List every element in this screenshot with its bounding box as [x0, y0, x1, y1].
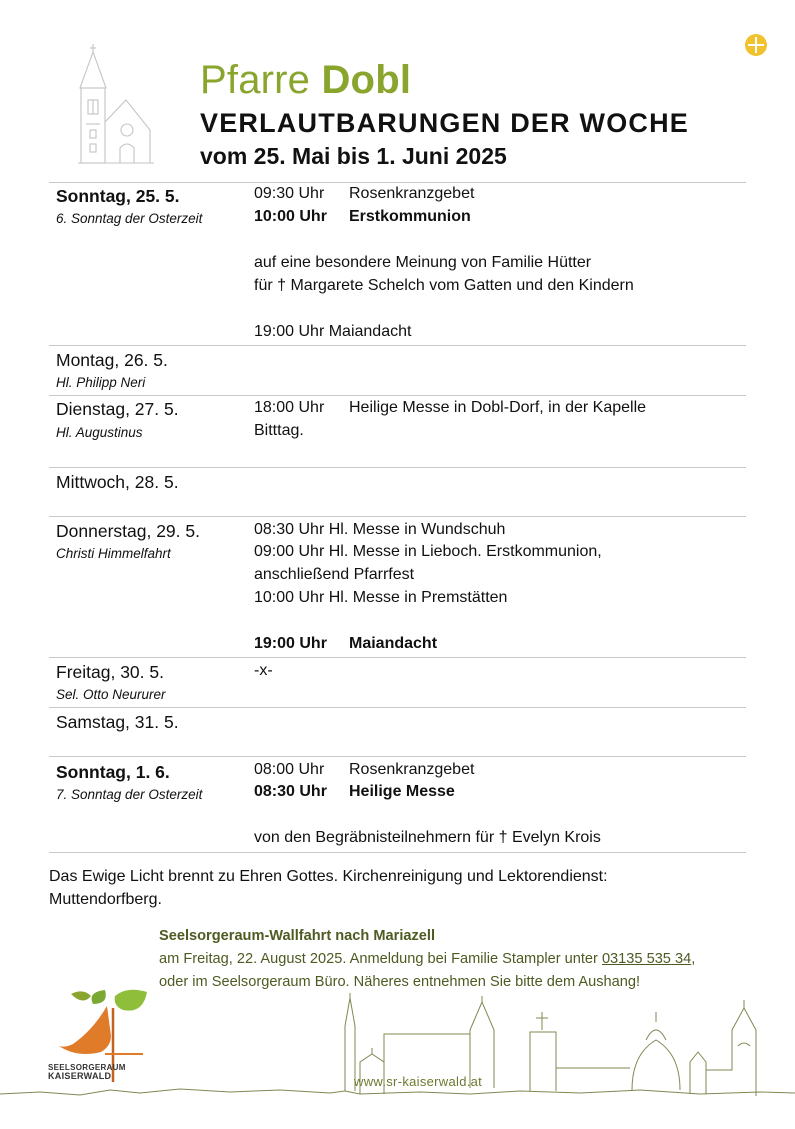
day-label: Sonntag, 1. 6. — [56, 762, 170, 782]
day-label: Dienstag, 27. 5. — [56, 399, 179, 419]
schedule-line: 09:30 Uhr Rosenkranzgebet — [254, 185, 475, 202]
day-label: Freitag, 30. 5. — [56, 662, 164, 682]
logo-text: SEELSORGERAUM — [48, 1063, 126, 1072]
event-line: oder im Seelsorgeraum Büro. Näheres entnehmen Sie bitte dem Aushang! — [159, 974, 641, 990]
schedule-line: anschließend Pfarrfest — [254, 566, 415, 583]
website-link[interactable]: www.sr-kaiserwald.at — [354, 1074, 483, 1089]
weekly-note: Das Ewige Licht brennt zu Ehren Gottes. Kirchenreinigung und Lektorendienst: Muttendorfberg. — [49, 868, 608, 908]
schedule-line: für † Margarete Schelch vom Gatten und den Kindern — [254, 277, 634, 294]
divider — [49, 182, 746, 183]
schedule-line: 10:00 Uhr Erstkommunion — [254, 208, 471, 225]
day-label: Donnerstag, 29. 5. — [56, 521, 200, 541]
schedule-line: 19:00 Uhr Maiandacht — [254, 323, 412, 340]
diocese-cross-icon — [745, 34, 767, 61]
logo-text: KAISERWALD — [48, 1071, 112, 1081]
divider — [49, 345, 746, 346]
schedule-line: Bitttag. — [254, 422, 304, 439]
day-label: Samstag, 31. 5. — [56, 712, 179, 732]
schedule-line: 08:00 Uhr Rosenkranzgebet — [254, 761, 475, 778]
day-feast: Christi Himmelfahrt — [56, 546, 171, 561]
pilgrimage-notice — [159, 925, 759, 994]
event-line: am Freitag, 22. August 2025. Anmeldung bei Familie Stampler unter 03135 535 34, — [159, 951, 696, 967]
phone-link[interactable]: 03135 535 34 — [601, 951, 692, 967]
day-label: Montag, 26. 5. — [56, 350, 168, 370]
day-feast: 6. Sonntag der Osterzeit — [56, 211, 203, 226]
day-feast: 7. Sonntag der Osterzeit — [56, 787, 203, 802]
schedule-line: 19:00 Uhr Maiandacht — [254, 635, 438, 652]
day-feast: Sel. Otto Neururer — [56, 687, 166, 702]
divider — [49, 707, 746, 708]
date-range: vom 25. Mai bis 1. Juni 2025 — [200, 143, 507, 169]
divider — [49, 516, 746, 517]
day-feast: Hl. Philipp Neri — [56, 375, 146, 390]
day-label: Mittwoch, 28. 5. — [56, 472, 179, 492]
day-feast: Hl. Augustinus — [56, 425, 143, 440]
page-title: VERLAUTBARUNGEN DER WOCHE — [200, 108, 689, 138]
schedule-line: auf eine besondere Meinung von Familie Hütter — [254, 254, 592, 271]
schedule-line: 09:00 Uhr Hl. Messe in Lieboch. Erstkommunion, — [254, 543, 602, 560]
divider — [49, 395, 746, 396]
divider — [49, 657, 746, 658]
parish-name: Pfarre Dobl — [200, 58, 412, 102]
schedule-line: 10:00 Uhr Hl. Messe in Premstätten — [254, 589, 508, 606]
church-illustration — [76, 44, 156, 173]
schedule-line: 18:00 Uhr Heilige Messe in Dobl-Dorf, in der Kapelle — [254, 399, 647, 416]
event-title: Seelsorgeraum-Wallfahrt nach Mariazell — [159, 928, 436, 944]
divider — [49, 756, 746, 757]
schedule-line: 08:30 Uhr Heilige Messe — [254, 783, 455, 800]
schedule-line: von den Begräbnisteilnehmern für † Evelyn Krois — [254, 829, 601, 846]
divider — [49, 467, 746, 468]
day-label: Sonntag, 25. 5. — [56, 186, 180, 206]
schedule-line: 08:30 Uhr Hl. Messe in Wundschuh — [254, 521, 506, 538]
schedule-line: -x- — [254, 662, 273, 679]
divider — [49, 852, 746, 853]
